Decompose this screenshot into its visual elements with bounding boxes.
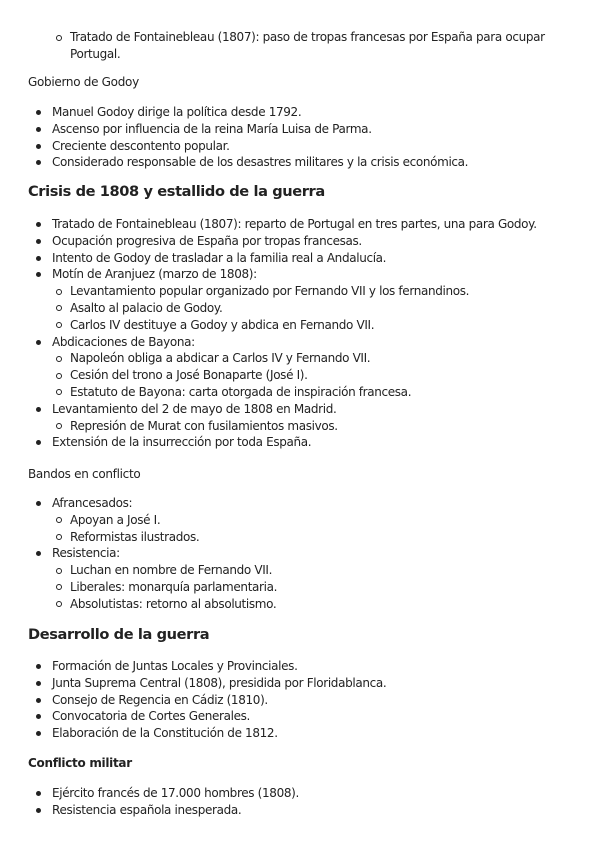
list-item <box>0 401 600 435</box>
list-item <box>0 545 600 612</box>
sublist-abdicaciones-bayona <box>52 350 600 400</box>
sublist-dos-de-mayo <box>52 418 600 435</box>
list-item <box>0 334 600 401</box>
sub-list-item: Estatuto de Bayona: carta otorgada de inspiración francesa. <box>52 384 600 401</box>
list-item-label: Levantamiento del 2 de mayo de 1808 en Madrid. <box>52 401 337 416</box>
bandos-list-block <box>0 495 600 613</box>
sublist-resistencia <box>52 562 600 612</box>
bandos-list <box>0 495 600 613</box>
list-item: Formación de Juntas Locales y Provinciales. <box>0 658 600 675</box>
list-item: Extensión de la insurrección por toda España. <box>0 434 600 451</box>
sub-list-item: Luchan en nombre de Fernando VII. <box>52 562 600 579</box>
subheading-bandos-conflicto: Bandos en conflicto <box>28 467 141 481</box>
list-item: Ocupación progresiva de España por tropas francesas. <box>0 233 600 250</box>
sub-list-item: Reformistas ilustrados. <box>52 529 600 546</box>
list-item: Elaboración de la Constitución de 1812. <box>0 725 600 742</box>
sub-list-item: Levantamiento popular organizado por Fernando VII y los fernandinos. <box>52 283 600 300</box>
list-item <box>0 266 600 333</box>
sub-list-item: Absolutistas: retorno al absolutismo. <box>52 596 600 613</box>
godoy-list-block <box>0 104 600 171</box>
list-item: Intento de Godoy de trasladar a la familia real a Andalucía. <box>0 250 600 267</box>
list-item-label: Motín de Aranjuez (marzo de 1808): <box>52 267 257 282</box>
list-item-label: Resistencia: <box>52 546 120 561</box>
list-item <box>0 495 600 545</box>
list-item: Manuel Godoy dirige la política desde 1792. <box>0 104 600 121</box>
list-item: Creciente descontento popular. <box>0 138 600 155</box>
sublist-motin-aranjuez <box>52 283 600 333</box>
sub-list-item: Asalto al palacio de Godoy. <box>52 300 600 317</box>
heading-crisis-1808: Crisis de 1808 y estallido de la guerra <box>28 183 325 200</box>
intro-list-block <box>0 29 600 63</box>
list-item: Considerado responsable de los desastres militares y la crisis económica. <box>0 154 600 171</box>
sub-list-item: Represión de Murat con fusilamientos masivos. <box>52 418 600 435</box>
militar-list <box>0 785 600 819</box>
godoy-list <box>0 104 600 171</box>
desarrollo-list-block <box>0 658 600 742</box>
intro-list <box>0 29 600 63</box>
heading-conflicto-militar: Conflicto militar <box>28 756 132 770</box>
sub-list-item: Apoyan a José I. <box>52 512 600 529</box>
list-item: Ascenso por influencia de la reina María Luisa de Parma. <box>0 121 600 138</box>
list-item: Tratado de Fontainebleau (1807): paso de tropas francesas por España para ocupar Portugal. <box>0 29 600 63</box>
heading-desarrollo-guerra: Desarrollo de la guerra <box>28 626 210 643</box>
list-item: Consejo de Regencia en Cádiz (1810). <box>0 692 600 709</box>
sub-list-item: Carlos IV destituye a Godoy y abdica en Fernando VII. <box>52 317 600 334</box>
list-item: Junta Suprema Central (1808), presidida por Floridablanca. <box>0 675 600 692</box>
list-item: Tratado de Fontainebleau (1807): reparto de Portugal en tres partes, una para Godoy. <box>0 216 600 233</box>
sub-list-item: Liberales: monarquía parlamentaria. <box>52 579 600 596</box>
sub-list-item: Cesión del trono a José Bonaparte (José I). <box>52 367 600 384</box>
sub-list-item: Napoleón obliga a abdicar a Carlos IV y Fernando VII. <box>52 350 600 367</box>
list-item: Convocatoria de Cortes Generales. <box>0 708 600 725</box>
militar-list-block <box>0 785 600 819</box>
crisis-list-block <box>0 216 600 451</box>
desarrollo-list <box>0 658 600 742</box>
crisis-list <box>0 216 600 451</box>
list-item-label: Afrancesados: <box>52 496 133 510</box>
sublist-afrancesados <box>52 512 600 546</box>
list-item-label: Abdicaciones de Bayona: <box>52 334 195 349</box>
subheading-gobierno-godoy: Gobierno de Godoy <box>28 75 139 89</box>
list-item: Resistencia española inesperada. <box>0 802 600 819</box>
list-item: Ejército francés de 17.000 hombres (1808). <box>0 785 600 802</box>
